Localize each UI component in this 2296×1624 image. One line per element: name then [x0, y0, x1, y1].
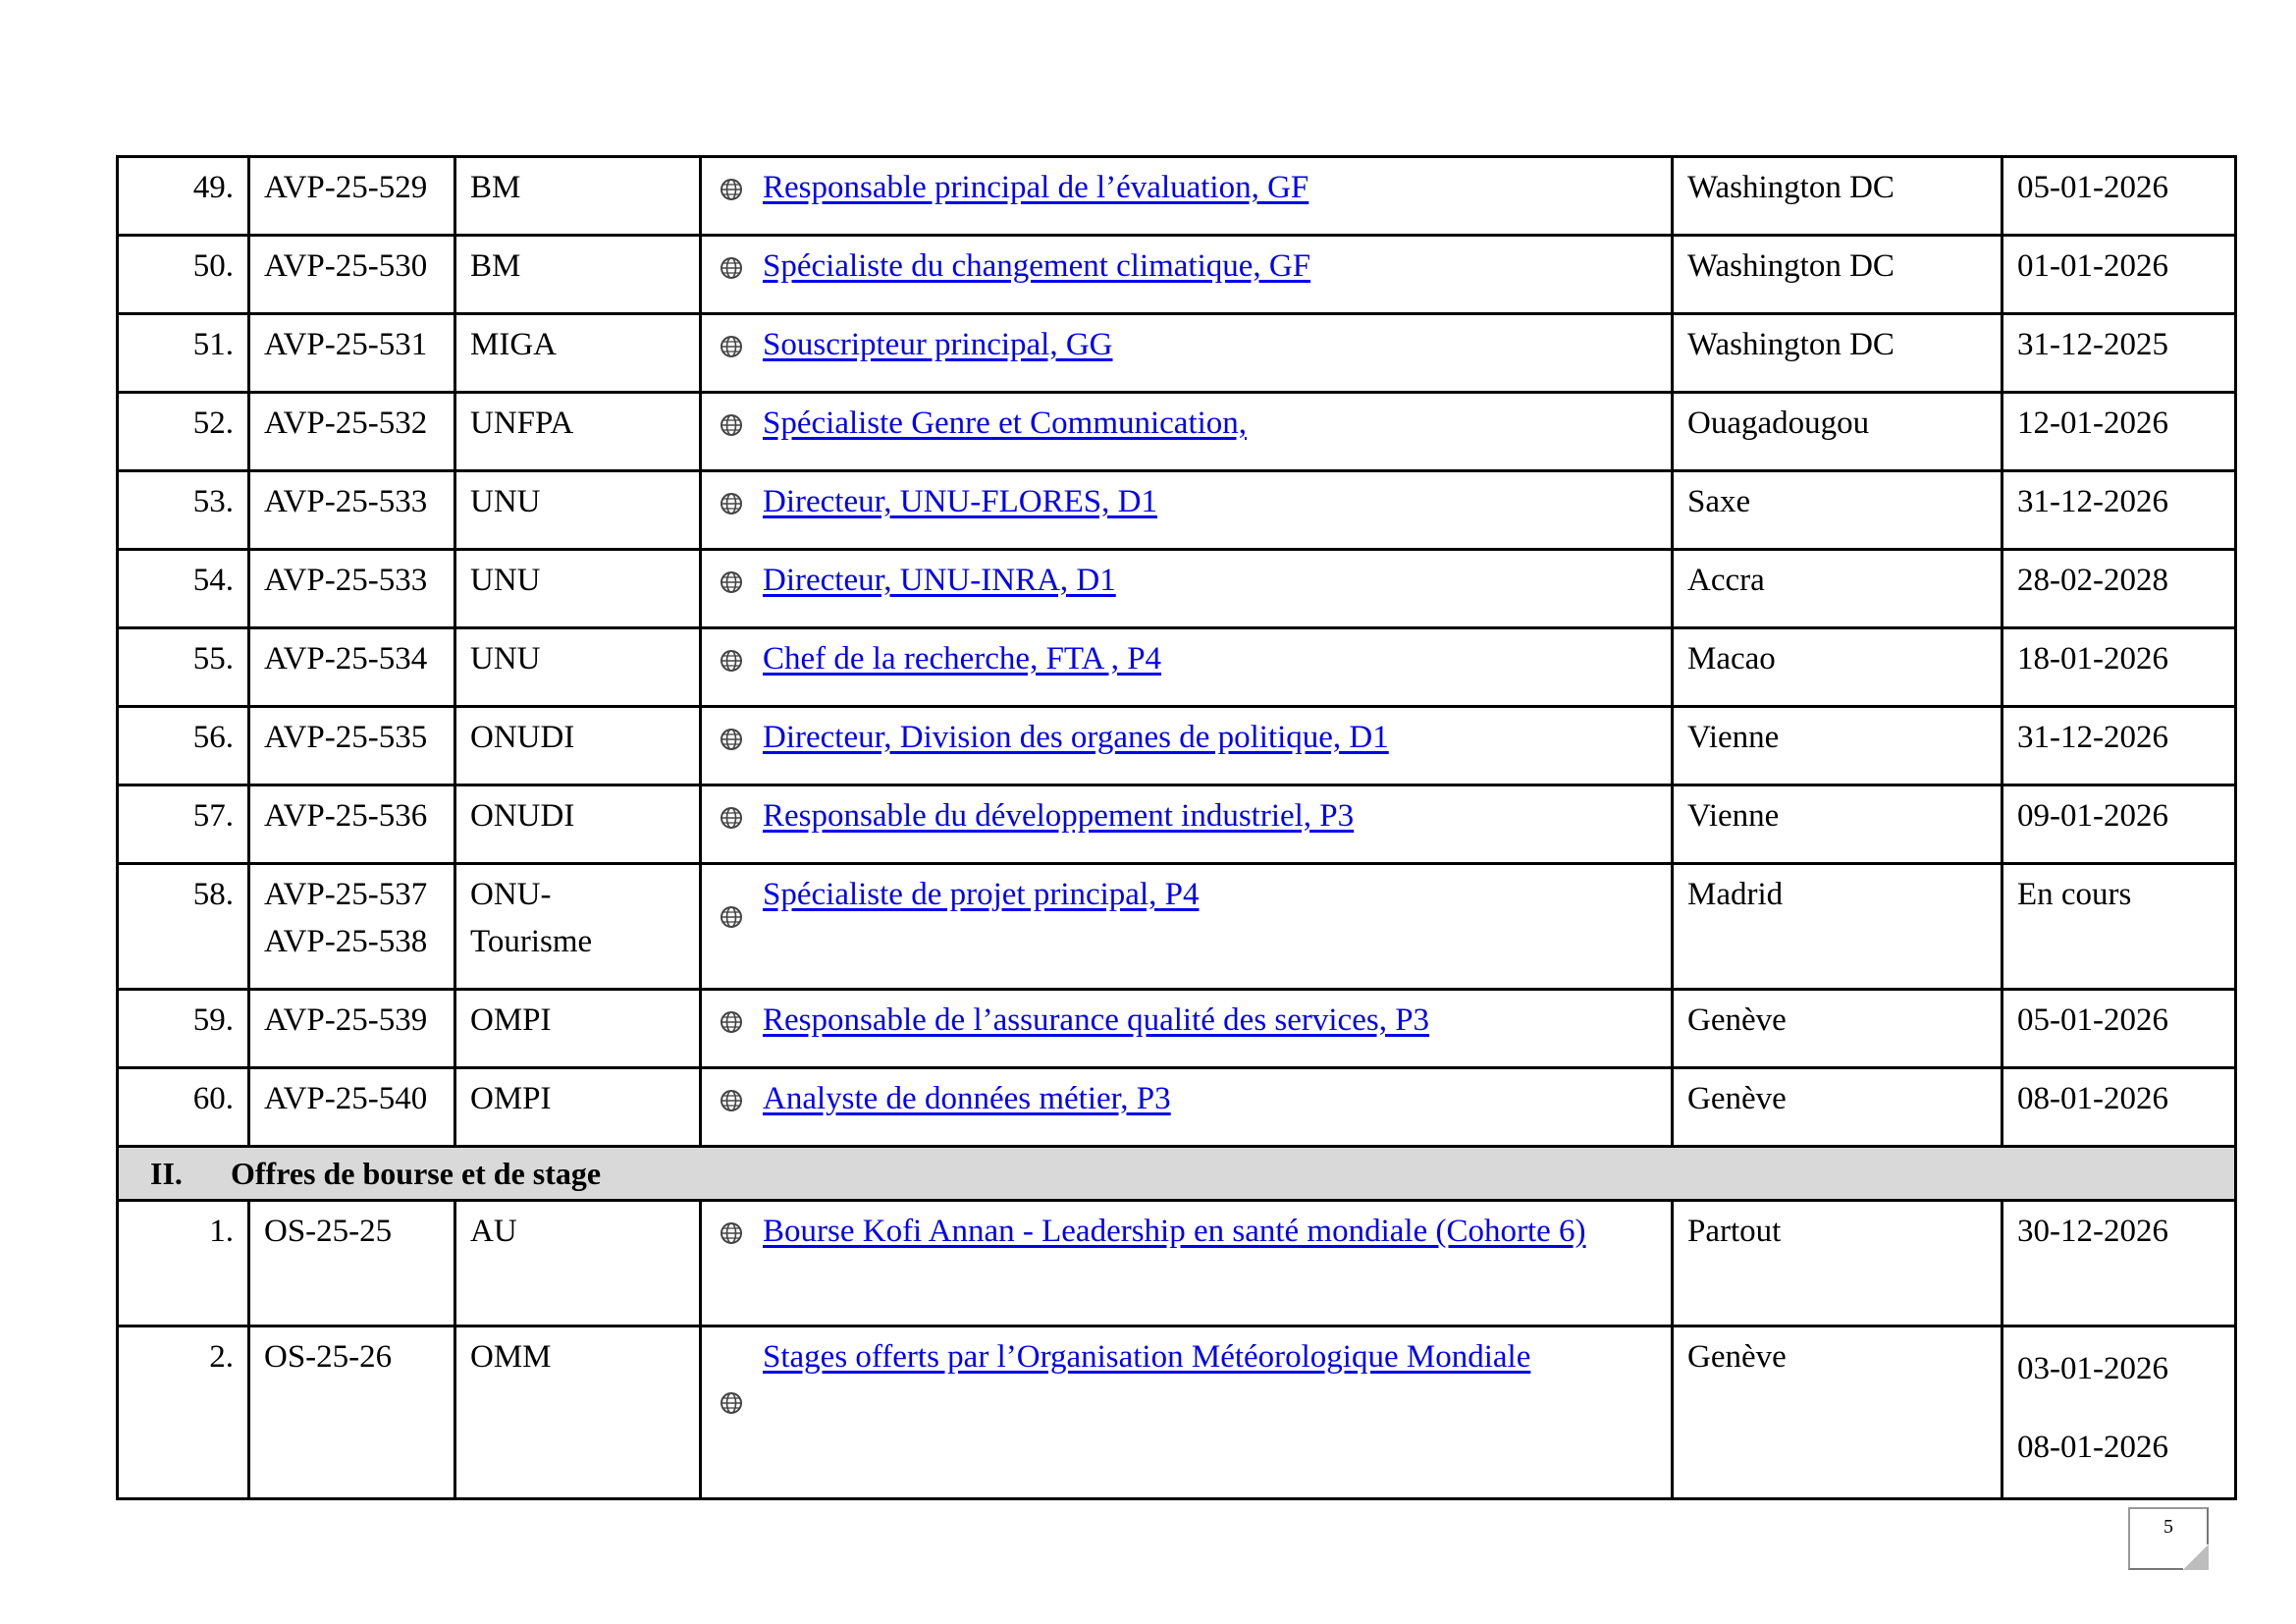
row-number: 56.	[118, 707, 249, 785]
location-cell: Genève	[1673, 1326, 2002, 1499]
vacancy-link[interactable]: Spécialiste du changement climatique, GF	[763, 248, 1311, 284]
reference-cell: AVP-25-539	[249, 990, 455, 1068]
row-number: 54.	[118, 550, 249, 628]
title-cell	[701, 157, 1673, 236]
vacancy-link[interactable]: Directeur, UNU-INRA, D1	[763, 563, 1116, 598]
title-cell	[701, 785, 1673, 864]
organization-cell: UNU	[455, 471, 701, 550]
vacancy-link[interactable]: Spécialiste Genre et Communication,	[763, 406, 1248, 441]
title-cell	[701, 236, 1673, 314]
deadline-cell: 05-01-2026	[2002, 157, 2236, 236]
globe-icon	[720, 1010, 743, 1034]
deadline-cell	[2002, 1326, 2236, 1499]
organization-cell: AU	[455, 1201, 701, 1326]
vacancy-link[interactable]: Responsable principal de l’évaluation, GF	[763, 170, 1309, 205]
vacancy-rows	[118, 157, 2236, 864]
title-cell	[701, 1326, 1673, 1499]
title-cell	[701, 471, 1673, 550]
deadline-cell: En cours	[2002, 864, 2236, 990]
deadline-cell: 31-12-2026	[2002, 707, 2236, 785]
title-cell	[701, 864, 1673, 990]
organization-cell: ONUDI	[455, 707, 701, 785]
location-cell: Vienne	[1673, 707, 2002, 785]
globe-icon	[720, 335, 743, 358]
row-number: 60.	[118, 1068, 249, 1147]
reference-code: AVP-25-538	[264, 924, 428, 959]
location-cell: Vienne	[1673, 785, 2002, 864]
globe-icon	[720, 728, 743, 751]
table-row	[118, 864, 2236, 990]
reference-cell: AVP-25-530	[249, 236, 455, 314]
reference-cell: AVP-25-532	[249, 393, 455, 471]
table-row	[118, 1326, 2236, 1499]
deadline-cell: 08-01-2026	[2002, 1068, 2236, 1147]
table-row	[118, 707, 2236, 785]
row-number: 50.	[118, 236, 249, 314]
globe-icon	[720, 905, 743, 929]
title-cell	[701, 550, 1673, 628]
organization-cell: OMPI	[455, 990, 701, 1068]
title-cell	[701, 628, 1673, 707]
organization-cell: MIGA	[455, 314, 701, 393]
deadline-cell: 30-12-2026	[2002, 1201, 2236, 1326]
location-cell: Genève	[1673, 1068, 2002, 1147]
location-cell: Washington DC	[1673, 236, 2002, 314]
location-cell: Saxe	[1673, 471, 2002, 550]
row-number: 53.	[118, 471, 249, 550]
row-number: 2.	[118, 1326, 249, 1499]
globe-icon	[720, 1221, 743, 1245]
reference-cell: AVP-25-536	[249, 785, 455, 864]
page-curl	[2183, 1544, 2209, 1570]
reference-cell: AVP-25-534	[249, 628, 455, 707]
reference-cell: OS-25-25	[249, 1201, 455, 1326]
reference-cell: AVP-25-529	[249, 157, 455, 236]
row-number: 55.	[118, 628, 249, 707]
organization-cell: OMM	[455, 1326, 701, 1499]
location-cell: Ouagadougou	[1673, 393, 2002, 471]
table-row	[118, 990, 2236, 1068]
section-title: Offres de bourse et de stage	[231, 1156, 602, 1191]
page-number: 5	[2163, 1516, 2173, 1538]
deadline-date: 08-01-2026	[2017, 1430, 2168, 1465]
globe-icon	[720, 649, 743, 673]
deadline-cell: 31-12-2026	[2002, 471, 2236, 550]
organization-cell: ONUDI	[455, 785, 701, 864]
organization-line: Tourisme	[470, 924, 593, 959]
deadline-cell: 18-01-2026	[2002, 628, 2236, 707]
title-cell	[701, 393, 1673, 471]
organization-cell: UNU	[455, 550, 701, 628]
opportunities-table	[116, 155, 2237, 1500]
location-cell: Partout	[1673, 1201, 2002, 1326]
globe-icon	[720, 570, 743, 594]
reference-cell: AVP-25-540	[249, 1068, 455, 1147]
vacancy-link[interactable]: Directeur, Division des organes de politique, D1	[763, 720, 1389, 755]
row-number: 59.	[118, 990, 249, 1068]
row-number: 57.	[118, 785, 249, 864]
table-row	[118, 1068, 2236, 1147]
deadline-cell: 09-01-2026	[2002, 785, 2236, 864]
location-cell: Macao	[1673, 628, 2002, 707]
deadline-date: 03-01-2026	[2017, 1351, 2168, 1386]
page-number-box	[2128, 1507, 2209, 1570]
reference-cell: AVP-25-531	[249, 314, 455, 393]
vacancy-link[interactable]: Responsable de l’assurance qualité des services, P3	[763, 1002, 1430, 1038]
table-row	[118, 785, 2236, 864]
fellowship-link[interactable]: Bourse Kofi Annan - Leadership en santé mondiale (Cohorte 6)	[763, 1214, 1586, 1249]
section-header	[118, 1147, 2236, 1201]
location-cell: Madrid	[1673, 864, 2002, 990]
section-header-row	[118, 1147, 2236, 1201]
table-row	[118, 1201, 2236, 1326]
vacancy-row-58-group	[118, 864, 2236, 990]
reference-code: AVP-25-537	[264, 877, 428, 912]
vacancy-link[interactable]: Directeur, UNU-FLORES, D1	[763, 484, 1157, 519]
organization-cell: BM	[455, 157, 701, 236]
organization-cell: OMPI	[455, 1068, 701, 1147]
vacancy-link[interactable]: Responsable du développement industriel, P3	[763, 798, 1355, 834]
deadline-cell: 28-02-2028	[2002, 550, 2236, 628]
section-number: II.	[150, 1156, 183, 1191]
row-number: 52.	[118, 393, 249, 471]
row-number: 58.	[118, 864, 249, 990]
section-two	[118, 1147, 2236, 1499]
row-number: 49.	[118, 157, 249, 236]
globe-icon	[720, 178, 743, 201]
title-cell	[701, 1201, 1673, 1326]
table-row	[118, 314, 2236, 393]
row-number: 51.	[118, 314, 249, 393]
deadline-cell: 31-12-2025	[2002, 314, 2236, 393]
globe-icon	[720, 413, 743, 437]
table-row	[118, 550, 2236, 628]
location-cell: Genève	[1673, 990, 2002, 1068]
title-cell	[701, 990, 1673, 1068]
table-row	[118, 471, 2236, 550]
vacancy-link[interactable]: Analyste de données métier, P3	[763, 1081, 1171, 1116]
reference-cell: AVP-25-533	[249, 550, 455, 628]
globe-icon	[720, 1391, 743, 1415]
reference-cell: OS-25-26	[249, 1326, 455, 1499]
reference-cell: AVP-25-535	[249, 707, 455, 785]
vacancy-link[interactable]: Chef de la recherche, FTA , P4	[763, 641, 1162, 677]
vacancy-link[interactable]: Souscripteur principal, GG	[763, 327, 1113, 362]
table-row	[118, 236, 2236, 314]
globe-icon	[720, 492, 743, 515]
table-row	[118, 393, 2236, 471]
location-cell: Accra	[1673, 550, 2002, 628]
organization-line: ONU-	[470, 877, 552, 912]
organization-cell: BM	[455, 236, 701, 314]
deadline-cell: 01-01-2026	[2002, 236, 2236, 314]
organization-cell	[455, 864, 701, 990]
globe-icon	[720, 256, 743, 280]
organization-cell: UNU	[455, 628, 701, 707]
row-number: 1.	[118, 1201, 249, 1326]
vacancy-link[interactable]: Spécialiste de projet principal, P4	[763, 877, 1200, 912]
title-cell	[701, 314, 1673, 393]
title-cell	[701, 707, 1673, 785]
table-row	[118, 628, 2236, 707]
location-cell: Washington DC	[1673, 157, 2002, 236]
globe-icon	[720, 1089, 743, 1112]
deadline-cell: 05-01-2026	[2002, 990, 2236, 1068]
reference-cell: AVP-25-533	[249, 471, 455, 550]
reference-cell	[249, 864, 455, 990]
organization-cell: UNFPA	[455, 393, 701, 471]
internship-link[interactable]: Stages offerts par l’Organisation Météorologique Mondiale	[763, 1339, 1531, 1375]
title-cell	[701, 1068, 1673, 1147]
deadline-cell: 12-01-2026	[2002, 393, 2236, 471]
table-row	[118, 157, 2236, 236]
globe-icon	[720, 806, 743, 830]
location-cell: Washington DC	[1673, 314, 2002, 393]
vacancy-rows	[118, 990, 2236, 1147]
